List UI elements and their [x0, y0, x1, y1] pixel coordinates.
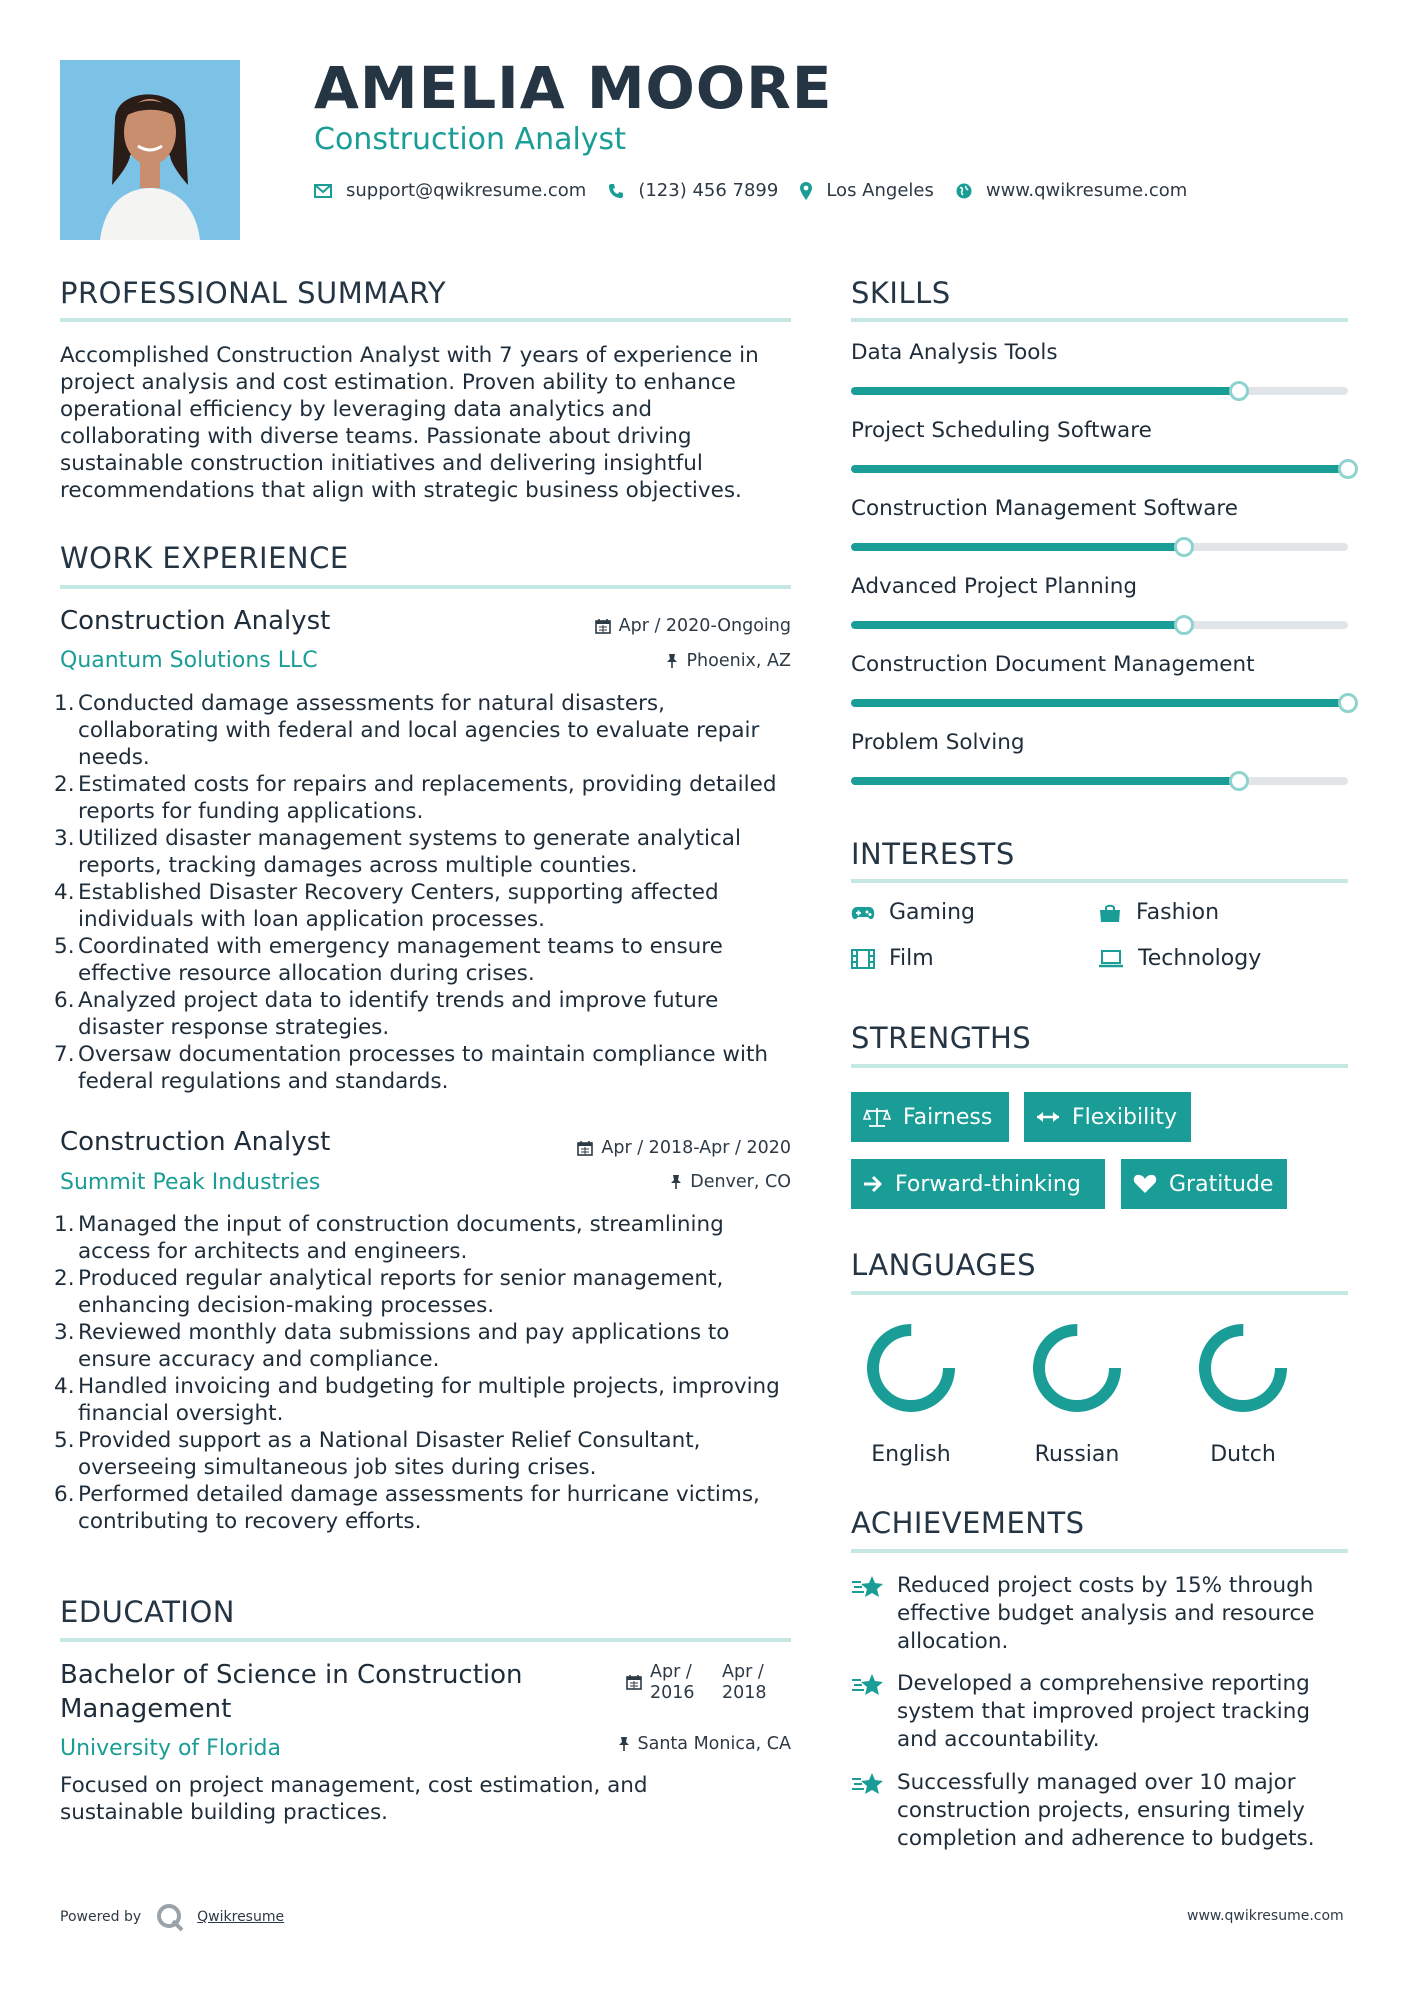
job-company: Summit Peak Industries	[60, 1170, 321, 1195]
skill-label: Project Scheduling Software	[851, 418, 1152, 443]
interests-divider	[851, 879, 1348, 883]
interest-film	[851, 946, 934, 971]
skill-bar-fill	[851, 621, 1184, 629]
skill-level-knob	[1229, 771, 1249, 791]
skill-bar-track	[851, 387, 1348, 395]
job-dates	[500, 616, 791, 636]
qwikresume-logo-icon	[155, 1902, 185, 1932]
strength-badge-gratitude	[1121, 1159, 1287, 1209]
summary-text: Accomplished Construction Analyst with 7 years of experience in project analysis and cost estimation. Proven ability to enhance operational efficiency by leveraging data analytics and collaborating with diverse teams. Passionate about driving sustainable construction initiatives and delivering insightful recommendations that align with strategic business objectives.	[60, 343, 759, 503]
language-label: Dutch	[1210, 1442, 1276, 1467]
balance-scale-icon	[863, 1107, 891, 1127]
language-item	[1022, 1318, 1132, 1467]
heart-icon	[1133, 1174, 1157, 1194]
language-ring-arc	[1205, 1330, 1281, 1406]
contact-phone[interactable]	[608, 180, 778, 201]
footer-url[interactable]: www.qwikresume.com	[1187, 1908, 1344, 1924]
list-item: Reviewed monthly data submissions and pay applications to ensure accuracy and compliance.	[78, 1320, 730, 1372]
calendar-icon	[626, 1674, 642, 1690]
job-location-text: Phoenix, AZ	[686, 651, 791, 671]
achievement-item	[851, 1769, 1351, 1853]
list-item: Utilized disaster management systems to generate analytical reports, tracking damages across multiple counties.	[78, 826, 741, 878]
skill-bar-fill	[851, 777, 1239, 785]
skills-heading: SKILLS	[851, 276, 951, 310]
shooting-star-icon	[851, 1574, 885, 1600]
strength-badge-forward-thinking	[851, 1159, 1105, 1209]
skill-row	[851, 340, 1348, 418]
education-location-text: Santa Monica, CA	[637, 1734, 791, 1754]
interest-label: Gaming	[889, 900, 975, 925]
arrows-horizontal-icon	[1036, 1110, 1060, 1124]
pushpin-icon	[618, 1736, 630, 1752]
job-title: Construction Analyst	[60, 1127, 331, 1157]
list-item: Established Disaster Recovery Centers, supporting affected individuals with loan application processes.	[78, 880, 719, 932]
education-start: Apr / 2016	[650, 1662, 695, 1703]
job-company: Quantum Solutions LLC	[60, 648, 318, 673]
skill-bar-track	[851, 543, 1348, 551]
email-text: support@qwikresume.com	[346, 180, 587, 201]
skill-level-knob	[1174, 615, 1194, 635]
phone-icon	[608, 183, 624, 199]
shooting-star-icon	[851, 1672, 885, 1698]
education-dates	[626, 1662, 772, 1704]
skill-bar-fill	[851, 699, 1348, 707]
experience-heading: WORK EXPERIENCE	[60, 541, 349, 575]
shooting-star-icon	[851, 1771, 885, 1797]
contact-bar	[314, 180, 1209, 201]
strengths-divider	[851, 1064, 1348, 1068]
experience-divider	[60, 585, 791, 589]
contact-website[interactable]	[956, 180, 1187, 201]
list-item: Coordinated with emergency management teams to ensure effective resource allocation during crises.	[78, 934, 723, 986]
brand-link[interactable]: Qwikresume	[197, 1909, 285, 1925]
language-ring	[1188, 1318, 1298, 1418]
pushpin-icon	[670, 1174, 682, 1190]
list-item: Produced regular analytical reports for senior management, enhancing decision-making processes.	[78, 1266, 724, 1318]
globe-icon	[956, 183, 972, 199]
summary-heading: PROFESSIONAL SUMMARY	[60, 276, 447, 310]
list-item: Managed the input of construction documents, streamlining access for architects and engineers.	[78, 1212, 724, 1264]
map-pin-icon	[800, 182, 812, 200]
website-text: www.qwikresume.com	[985, 180, 1188, 201]
strength-label: Gratitude	[1169, 1171, 1274, 1197]
location-text: Los Angeles	[826, 180, 934, 201]
arrow-right-icon	[863, 1175, 883, 1193]
calendar-icon	[595, 618, 611, 634]
laptop-icon	[1098, 950, 1124, 968]
language-item	[856, 1318, 966, 1467]
list-item: Conducted damage assessments for natural disasters, collaborating with federal and local agencies to evaluate repair needs.	[78, 691, 760, 770]
job-location	[500, 651, 791, 671]
skill-row	[851, 418, 1348, 496]
profile-photo	[60, 60, 240, 240]
achievement-text: Reduced project costs by 15% through effective budget analysis and resource allocation.	[897, 1573, 1315, 1654]
envelope-icon	[314, 184, 332, 198]
film-icon	[851, 949, 875, 969]
powered-by-label: Powered by	[60, 1909, 142, 1925]
education-description: Focused on project management, cost estimation, and sustainable building practices.	[60, 1773, 648, 1825]
skill-row	[851, 496, 1348, 574]
interest-label: Fashion	[1136, 900, 1220, 925]
language-label: English	[871, 1442, 951, 1467]
skill-label: Advanced Project Planning	[851, 574, 1138, 599]
contact-email[interactable]	[314, 180, 586, 201]
list-item: Handled invoicing and budgeting for multiple projects, improving financial oversight.	[78, 1374, 780, 1426]
job-dates-text: Apr / 2018-Apr / 2020	[601, 1138, 791, 1158]
interest-fashion	[1098, 900, 1219, 925]
list-item: Analyzed project data to identify trends and improve future disaster response strategies.	[78, 988, 719, 1040]
skill-level-knob	[1338, 693, 1358, 713]
interest-label: Film	[889, 946, 934, 971]
skill-level-knob	[1338, 459, 1358, 479]
candidate-name: AMELIA MOORE	[314, 54, 833, 122]
candidate-title: Construction Analyst	[314, 122, 626, 157]
skill-bar-fill	[851, 543, 1184, 551]
achievements-divider	[851, 1549, 1348, 1553]
strengths-heading: STRENGTHS	[851, 1021, 1032, 1055]
skill-bar-fill	[851, 465, 1348, 473]
strength-badge-flexibility	[1024, 1092, 1191, 1142]
achievement-item	[851, 1572, 1351, 1656]
language-ring	[856, 1318, 966, 1418]
education-divider	[60, 1638, 791, 1642]
skill-label: Construction Document Management	[851, 652, 1255, 677]
job-location	[500, 1172, 791, 1192]
achievement-item	[851, 1670, 1351, 1754]
job-dates	[500, 1138, 791, 1158]
strength-label: Fairness	[903, 1104, 993, 1130]
skill-bar-track	[851, 465, 1348, 473]
contact-location	[800, 180, 934, 201]
languages-list	[856, 1318, 1298, 1467]
skill-row	[851, 652, 1348, 730]
skill-label: Data Analysis Tools	[851, 340, 1058, 365]
language-label: Russian	[1034, 1442, 1120, 1467]
language-ring-arc	[1039, 1330, 1115, 1406]
skill-label: Construction Management Software	[851, 496, 1238, 521]
strength-label: Forward-thinking	[895, 1171, 1081, 1197]
job-dates-text: Apr / 2020-Ongoing	[618, 616, 791, 636]
languages-divider	[851, 1291, 1348, 1295]
education-location	[500, 1734, 791, 1754]
interest-label: Technology	[1138, 946, 1262, 971]
skills-list	[851, 340, 1348, 808]
skill-bar-track	[851, 621, 1348, 629]
achievement-text: Successfully managed over 10 major construction projects, ensuring timely completion and adherence to budgets.	[897, 1770, 1315, 1851]
interest-gaming	[851, 900, 975, 925]
interest-technology	[1098, 946, 1261, 971]
list-item: Performed detailed damage assessments for hurricane victims, contributing to recovery efforts.	[78, 1482, 760, 1534]
job-duties-list	[60, 690, 795, 1095]
skill-bar-fill	[851, 387, 1239, 395]
school-name: University of Florida	[60, 1736, 281, 1761]
skill-level-knob	[1174, 537, 1194, 557]
calendar-icon	[577, 1140, 593, 1156]
languages-heading: LANGUAGES	[851, 1248, 1037, 1282]
list-item: Provided support as a National Disaster Relief Consultant, overseeing simultaneous job sites during crises.	[78, 1428, 701, 1480]
footer-powered-by	[60, 1902, 284, 1932]
interests-heading: INTERESTS	[851, 837, 1015, 871]
achievement-text: Developed a comprehensive reporting system that improved project tracking and accountability.	[897, 1671, 1310, 1752]
skill-row	[851, 730, 1348, 808]
summary-divider	[60, 318, 791, 322]
skill-bar-track	[851, 777, 1348, 785]
achievements-heading: ACHIEVEMENTS	[851, 1506, 1085, 1540]
education-heading: EDUCATION	[60, 1595, 236, 1629]
shopping-bag-icon	[1098, 903, 1122, 923]
skill-bar-track	[851, 699, 1348, 707]
pushpin-icon	[666, 653, 678, 669]
degree-title: Bachelor of Science in Construction Management	[60, 1660, 523, 1724]
job-title: Construction Analyst	[60, 606, 331, 636]
language-ring-arc	[873, 1330, 949, 1406]
skill-row	[851, 574, 1348, 652]
job-location-text: Denver, CO	[690, 1172, 791, 1192]
language-item	[1188, 1318, 1298, 1467]
language-ring	[1022, 1318, 1132, 1418]
avatar	[60, 60, 240, 240]
phone-text: (123) 456 7899	[638, 180, 779, 201]
skill-level-knob	[1229, 381, 1249, 401]
list-item: Oversaw documentation processes to maintain compliance with federal regulations and standards.	[78, 1042, 769, 1094]
strength-badge-fairness	[851, 1092, 1009, 1142]
skill-label: Problem Solving	[851, 730, 1025, 755]
strength-label: Flexibility	[1072, 1104, 1177, 1130]
job-duties-list	[60, 1211, 795, 1535]
skills-divider	[851, 318, 1348, 322]
education-end: Apr / 2018	[722, 1662, 767, 1703]
list-item: Estimated costs for repairs and replacements, providing detailed reports for funding applications.	[78, 772, 777, 824]
gamepad-icon	[851, 905, 875, 921]
